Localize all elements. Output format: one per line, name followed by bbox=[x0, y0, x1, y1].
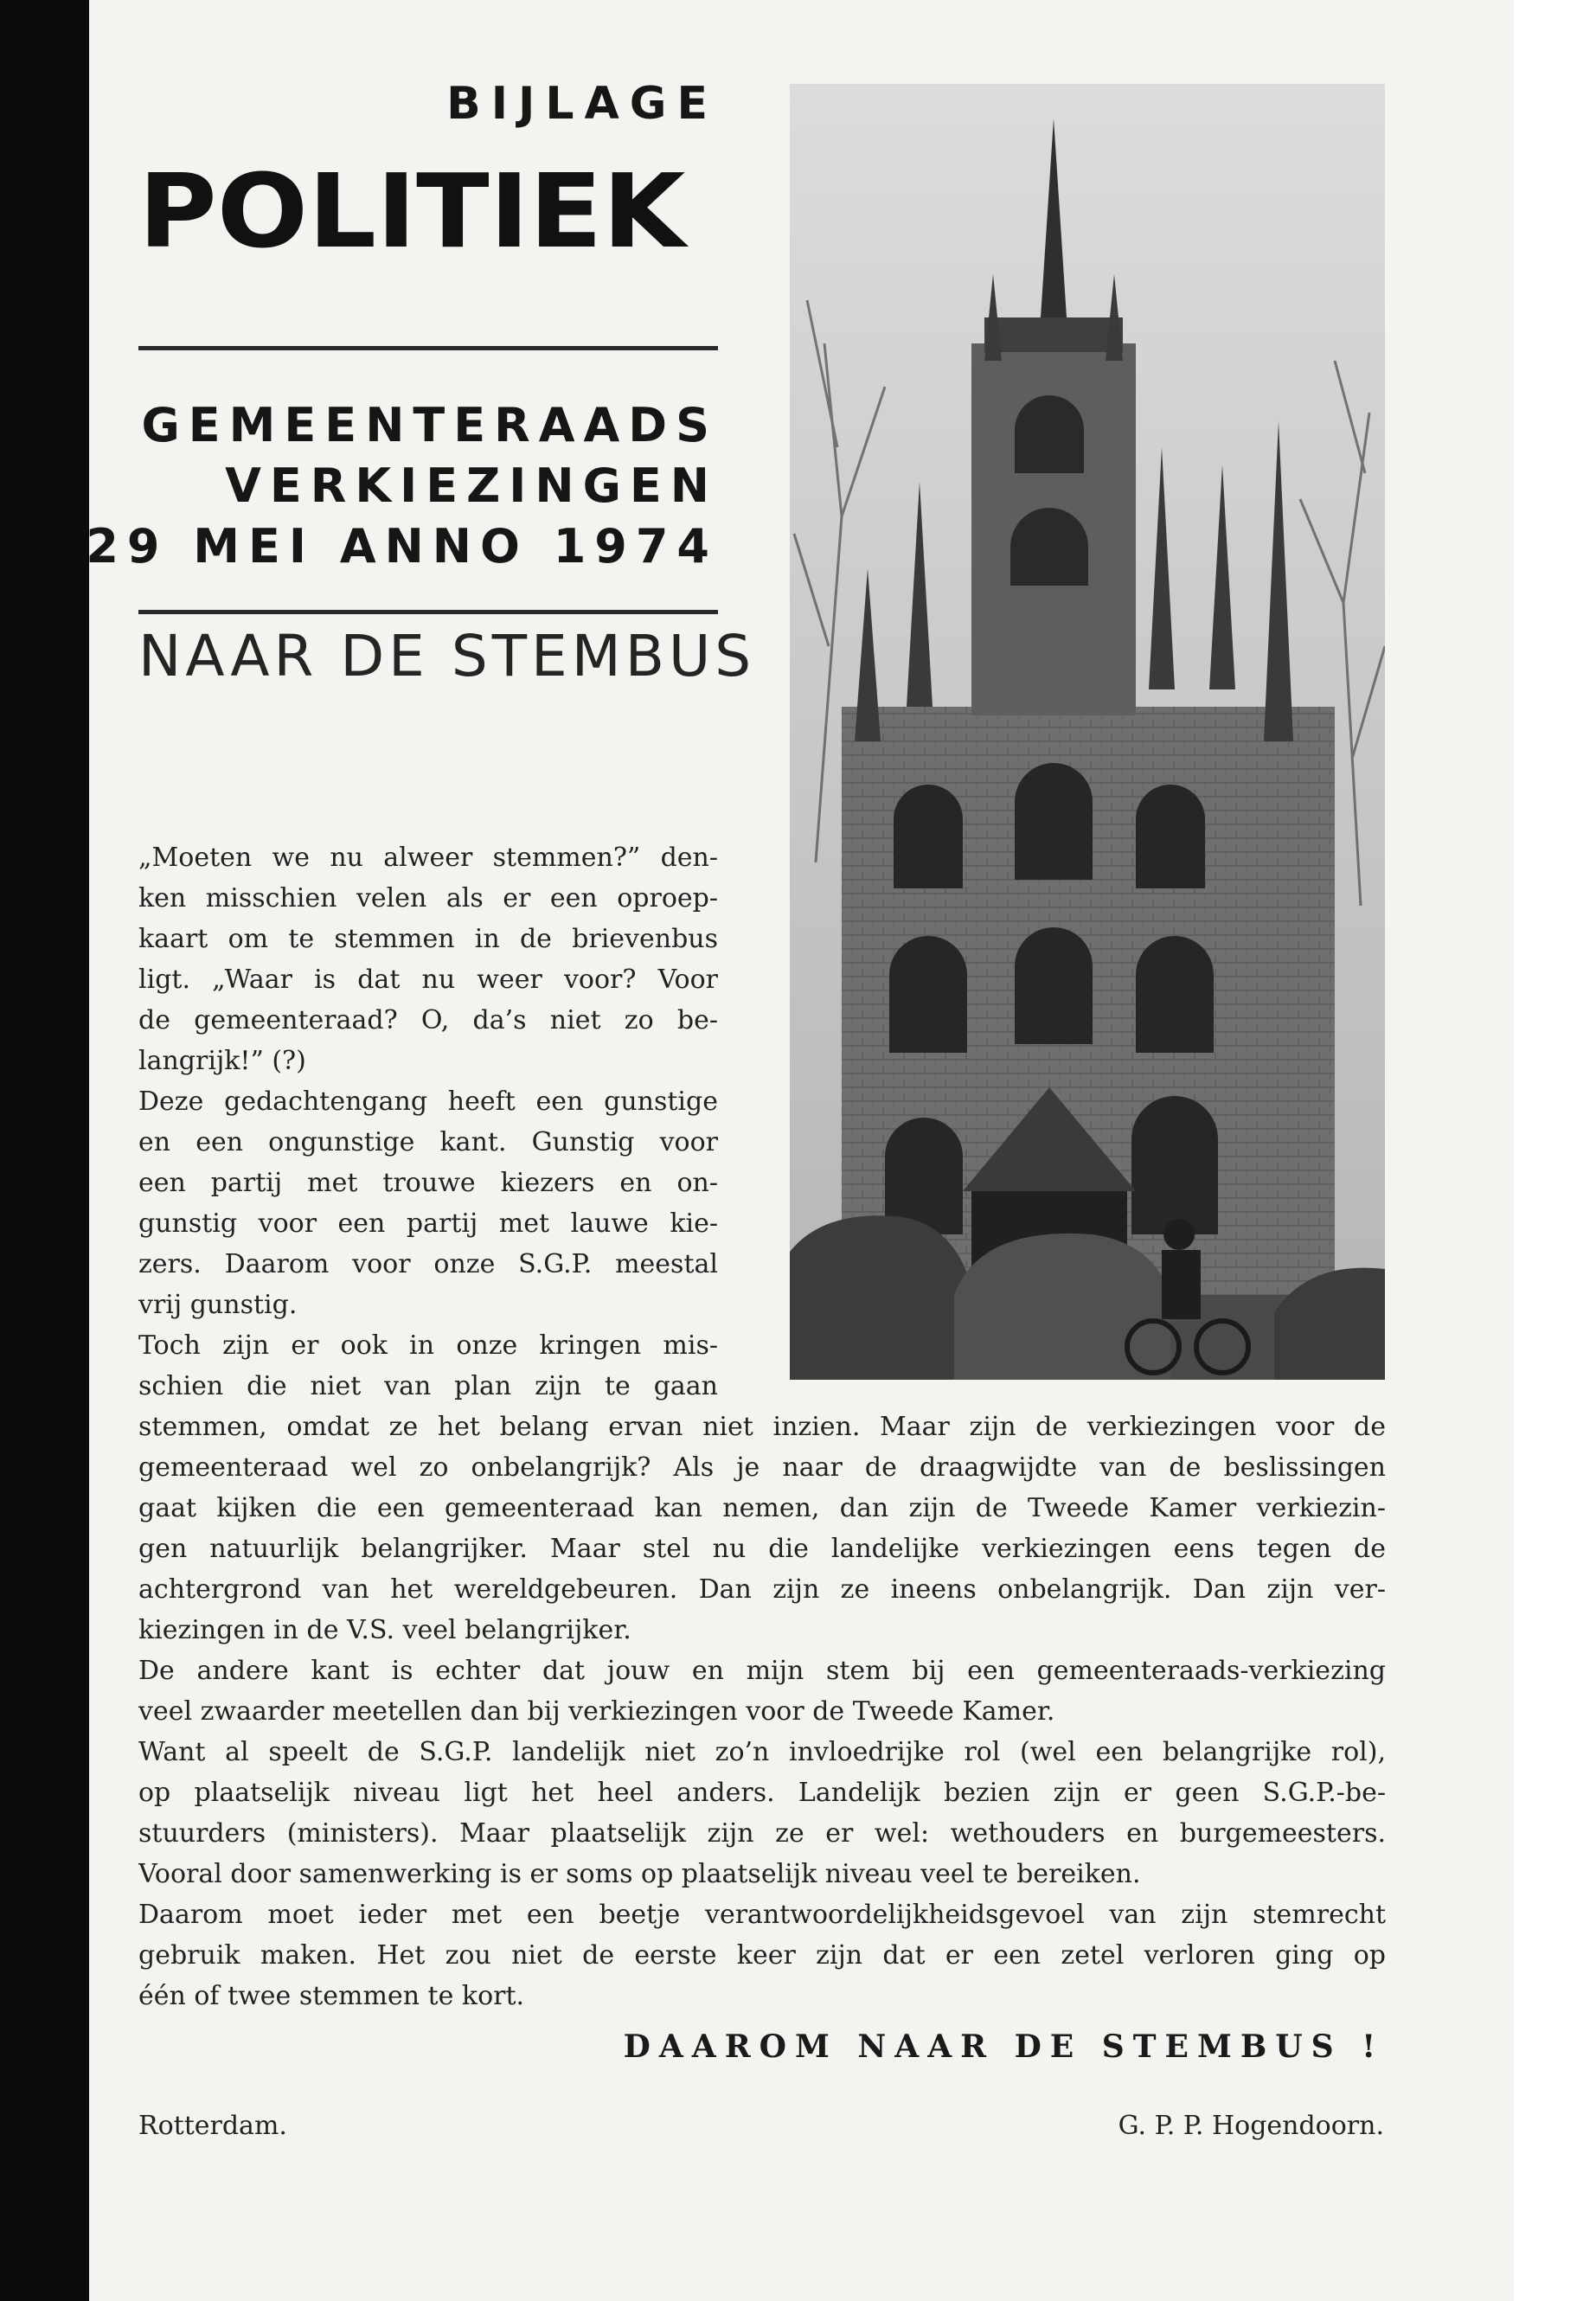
election-line-2: VERKIEZINGEN bbox=[225, 458, 718, 513]
scan-edge-bar bbox=[0, 0, 89, 2301]
signature-place: Rotterdam. bbox=[138, 2111, 287, 2141]
text-line: Toch zijn er ook in onze kringen mis- bbox=[138, 1330, 718, 1361]
text-line: achtergrond van het wereldgebeuren. Dan zijn ze ineens onbelangrijk. Dan zijn ver- bbox=[138, 1574, 1386, 1605]
text-line: ligt. „Waar is dat nu weer voor? Voor bbox=[138, 965, 718, 995]
body-text bbox=[138, 1407, 1386, 2016]
town-hall-photo bbox=[790, 84, 1385, 1380]
scan-margin bbox=[1514, 0, 1596, 2301]
text-line: Vooral door samenwerking is er soms op plaatselijk niveau veel te bereiken. bbox=[138, 1859, 1141, 1889]
text-line: stemmen, omdat ze het belang ervan niet inzien. Maar zijn de verkiezingen voor de bbox=[138, 1412, 1386, 1442]
text-line: gebruik maken. Het zou niet de eerste keer zijn dat er een zetel verloren ging op bbox=[138, 1940, 1386, 1971]
text-line: op plaatselijk niveau ligt het heel anders. Landelijk bezien zijn er geen S.G.P.-be- bbox=[138, 1778, 1386, 1808]
text-line: Deze gedachtengang heeft een gunstige bbox=[138, 1086, 718, 1117]
text-line: kiezingen in de V.S. veel belangrijker. bbox=[138, 1615, 631, 1645]
text-line: schien die niet van plan zijn te gaan bbox=[138, 1371, 718, 1401]
text-line: Want al speelt de S.G.P. landelijk niet zo’n invloedrijke rol (wel een belangrijke rol), bbox=[138, 1737, 1386, 1767]
section-heading: NAAR DE STEMBUS bbox=[138, 623, 756, 689]
signature-author: G. P. P. Hogendoorn. bbox=[1118, 2111, 1384, 2141]
text-line: gen natuurlijk belangrijker. Maar stel nu die landelijke verkiezingen eens tegen de bbox=[138, 1534, 1386, 1564]
text-line: gunstig voor een partij met lauwe kie- bbox=[138, 1208, 718, 1239]
text-line: ken misschien velen als er een oproep- bbox=[138, 883, 718, 913]
text-line: en een ongunstige kant. Gunstig voor bbox=[138, 1127, 718, 1157]
divider-bottom bbox=[138, 610, 718, 614]
text-line: gemeenteraad wel zo onbelangrijk? Als je naar de draagwijdte van de beslissingen bbox=[138, 1452, 1386, 1483]
parked-car bbox=[790, 1215, 971, 1380]
text-line: de gemeenteraad? O, da’s niet zo be- bbox=[138, 1005, 718, 1035]
text-line: een partij met trouwe kiezers en on- bbox=[138, 1168, 718, 1198]
election-line-3: 29 MEI ANNO 1974 bbox=[86, 519, 718, 574]
divider-top bbox=[138, 346, 718, 350]
parked-car bbox=[954, 1234, 1170, 1380]
text-line: langrijk!” (?) bbox=[138, 1046, 306, 1076]
text-line: vrij gunstig. bbox=[138, 1290, 298, 1320]
text-line: gaat kijken die een gemeenteraad kan nemen, dan zijn de Tweede Kamer verkiezin- bbox=[138, 1493, 1386, 1523]
text-line: Daarom moet ieder met een beetje verantwoordelijkheidsgevoel van zijn stemrecht bbox=[138, 1900, 1386, 1930]
text-line: zers. Daarom voor onze S.G.P. meestal bbox=[138, 1249, 718, 1279]
text-line: veel zwaarder meetellen dan bij verkiezingen voor de Tweede Kamer. bbox=[138, 1696, 1055, 1727]
page-title: POLITIEK bbox=[138, 151, 686, 271]
supplement-label: BIJLAGE bbox=[446, 78, 718, 130]
text-line: kaart om te stemmen in de brievenbus bbox=[138, 924, 718, 954]
closing-slogan: DAAROM NAAR DE STEMBUS ! bbox=[623, 2029, 1384, 2065]
text-line: „Moeten we nu alweer stemmen?” den- bbox=[138, 843, 718, 873]
text-line: stuurders (ministers). Maar plaatselijk zijn ze er wel: wethouders en burgemeesters. bbox=[138, 1818, 1386, 1849]
text-line: De andere kant is echter dat jouw en mijn stem bij een gemeenteraads-verkiezing bbox=[138, 1656, 1386, 1686]
intro-column-text bbox=[138, 837, 718, 1407]
text-line: één of twee stemmen te kort. bbox=[138, 1981, 525, 2011]
town-hall-illustration bbox=[790, 84, 1385, 1380]
election-line-1: GEMEENTERAADS bbox=[141, 398, 718, 452]
